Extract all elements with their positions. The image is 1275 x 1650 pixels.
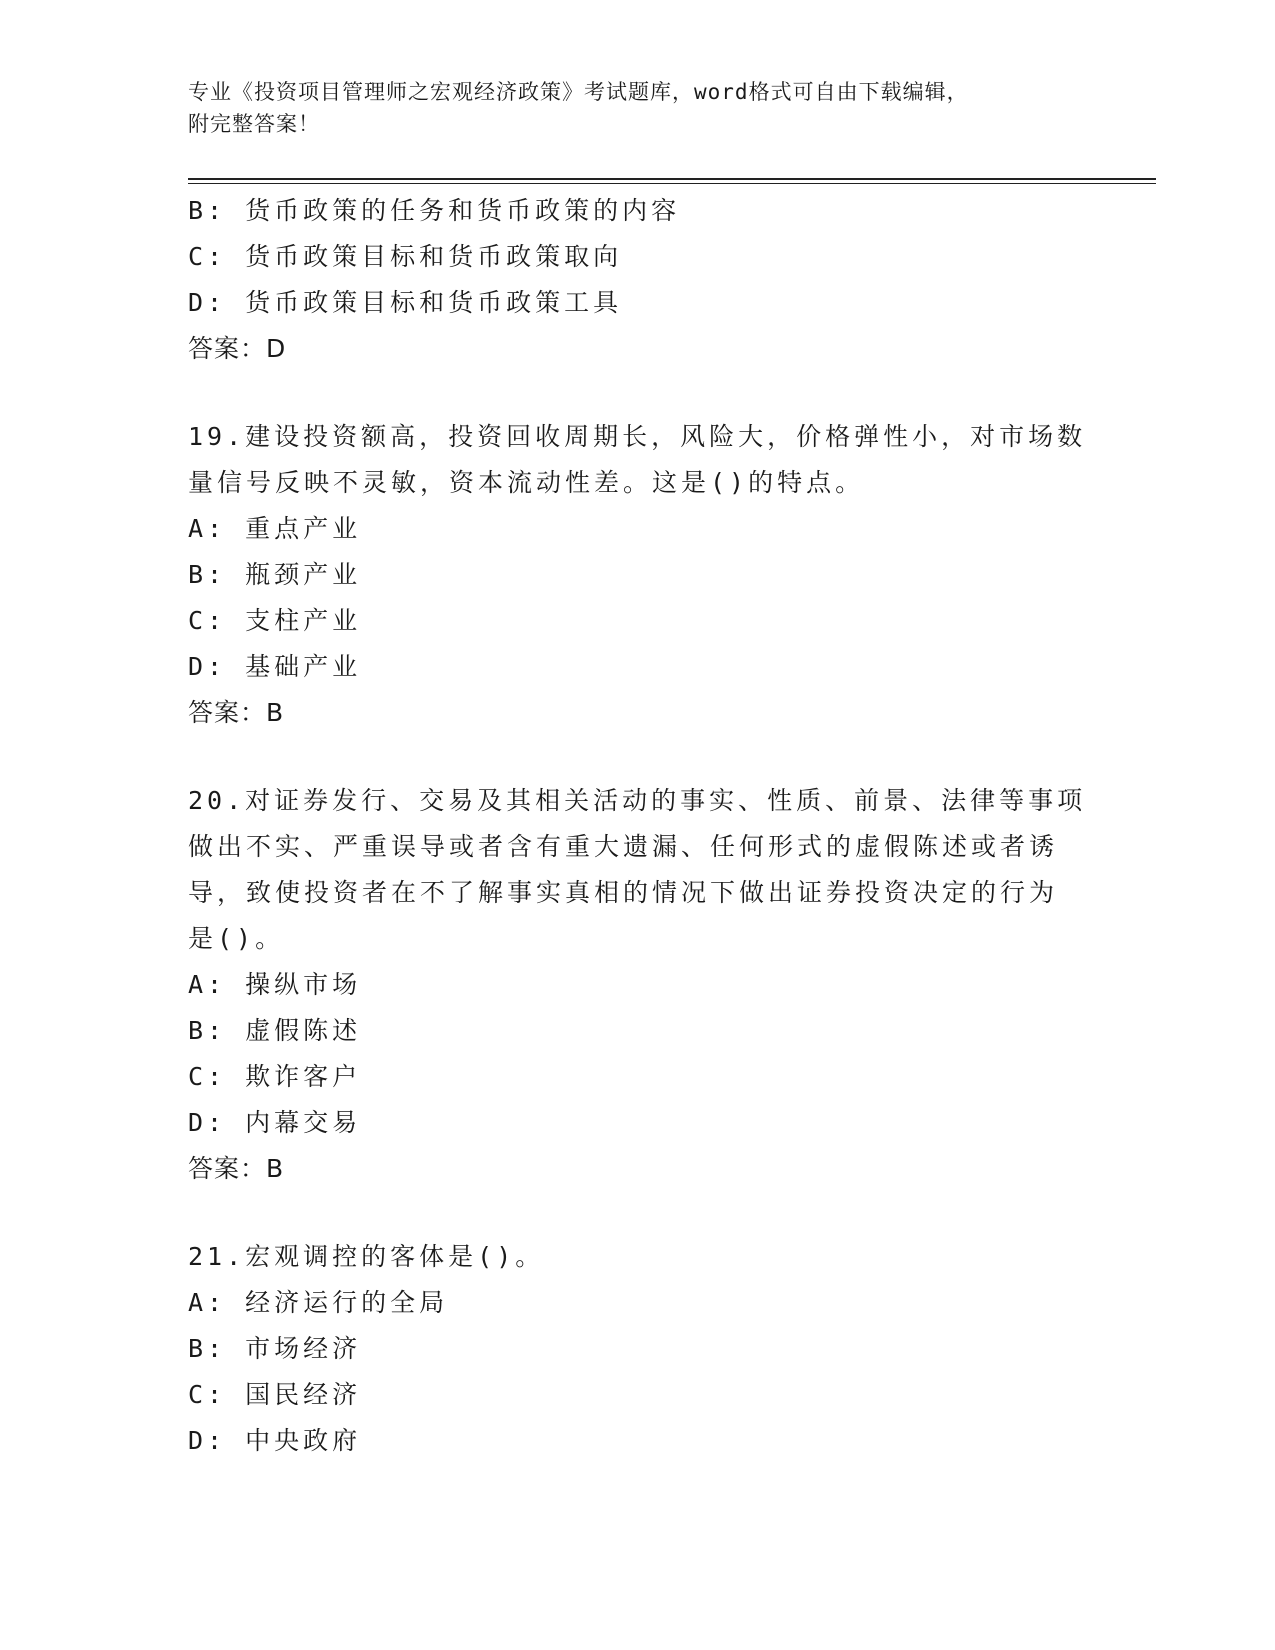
question-stem-line: 做出不实、严重误导或者含有重大遗漏、任何形式的虚假陈述或者诱 xyxy=(188,832,1059,861)
question-stem-line: 量信号反映不灵敏，资本流动性差。这是()的特点。 xyxy=(188,468,865,497)
header-rule-thin xyxy=(188,183,1156,184)
question-19 xyxy=(188,414,1088,736)
question-list xyxy=(188,188,1088,1464)
question-stem-line: 19.建设投资额高，投资回收周期长，风险大，价格弹性小，对市场数 xyxy=(188,422,1087,451)
option-b: B: 瓶颈产业 xyxy=(188,560,362,589)
question-stem-line: 20.对证券发行、交易及其相关活动的事实、性质、前景、法律等事项 xyxy=(188,786,1087,815)
option-b: B: 货币政策的任务和货币政策的内容 xyxy=(188,196,681,225)
question-20 xyxy=(188,778,1088,1192)
question-stem-line: 导，致使投资者在不了解事实真相的情况下做出证券投资决定的行为 xyxy=(188,878,1059,907)
question-stem-line: 是()。 xyxy=(188,924,285,953)
header-line-2: 附完整答案！ xyxy=(188,112,320,136)
answer-line: 答案：D xyxy=(188,334,287,363)
option-d: D: 中央政府 xyxy=(188,1426,362,1455)
option-c: C: 欺诈客户 xyxy=(188,1062,362,1091)
header-rule-thick xyxy=(188,178,1156,180)
question-18 xyxy=(188,188,1088,372)
option-b: B: 虚假陈述 xyxy=(188,1016,362,1045)
option-c: C: 货币政策目标和货币政策取向 xyxy=(188,242,623,271)
question-21 xyxy=(188,1234,1088,1464)
answer-line: 答案：B xyxy=(188,698,285,727)
option-d: D: 货币政策目标和货币政策工具 xyxy=(188,288,623,317)
option-c: C: 国民经济 xyxy=(188,1380,362,1409)
question-stem-line: 21.宏观调控的客体是()。 xyxy=(188,1242,545,1271)
option-b: B: 市场经济 xyxy=(188,1334,362,1363)
header-line-1: 专业《投资项目管理师之宏观经济政策》考试题库，word格式可自由下载编辑， xyxy=(188,80,969,104)
option-a: A: 经济运行的全局 xyxy=(188,1288,449,1317)
option-d: D: 内幕交易 xyxy=(188,1108,362,1137)
option-c: C: 支柱产业 xyxy=(188,606,362,635)
option-a: A: 操纵市场 xyxy=(188,970,362,999)
option-a: A: 重点产业 xyxy=(188,514,362,543)
document-header xyxy=(188,76,1088,140)
answer-line: 答案：B xyxy=(188,1154,285,1183)
option-d: D: 基础产业 xyxy=(188,652,362,681)
